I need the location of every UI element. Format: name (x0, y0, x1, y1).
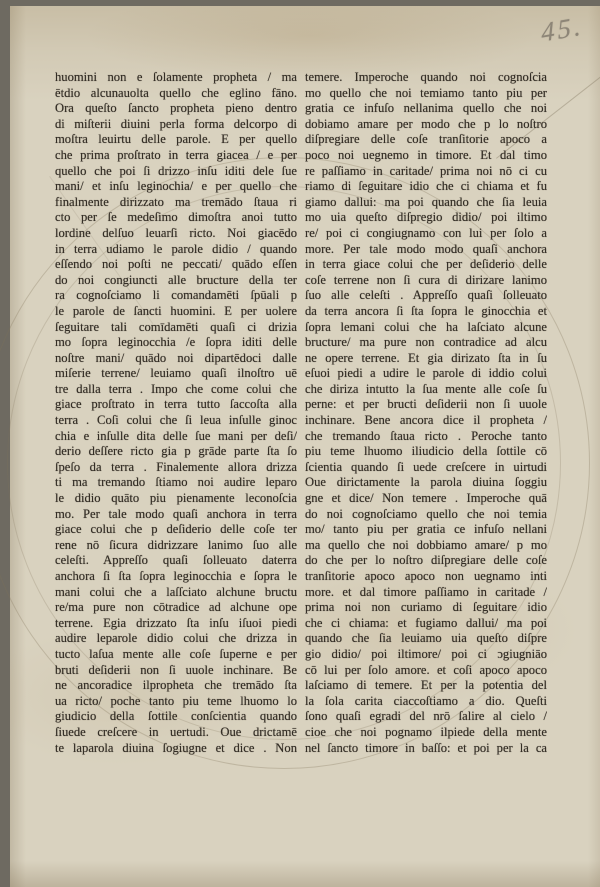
text-line: more. et dal timore paſſiamo in caritade / (305, 584, 547, 599)
text-line: mani colui che a laſſciato alchune bructu (55, 584, 297, 599)
text-line: do noi congiuncti alle bructure della ter (55, 272, 297, 287)
text-line: mo/ tanto piu per gratia ce infuſo nellani (305, 522, 547, 537)
text-line: tre dalla terra . Impo che come colui che (55, 381, 297, 396)
text-line: tranſitorie apoco apoco non uegnamo inti (305, 569, 547, 583)
text-line: ra cognoſciamo li comandamēti ſpūali p (55, 288, 297, 303)
text-line: moſtra leuirtu delle parole. E per quello (55, 132, 297, 147)
text-line: ti ma tremando ſtiamo noi audire leparo (55, 475, 297, 490)
text-line: ſcientia quando ſi uede creſcere in uirtudi (305, 459, 547, 474)
text-line: che ci chiama: et fugiamo dallui/ ma poi (305, 615, 547, 630)
folio-number: 45. (540, 10, 585, 48)
text-line: Oue dirictamente la parola diuina ſoggiu (305, 475, 547, 490)
text-line: dobiamo amare per modo che p lo noſtro (305, 116, 547, 131)
text-line: mo quello che noi temiamo tanto piu per (305, 85, 547, 100)
text-line: piu teme lhuomo iliudicio della ſottile cō (305, 444, 547, 459)
text-line: poco noi uegnemo in timore. Et dal timo (305, 147, 547, 162)
text-line: Ora queſto ſancto propheta pieno dentro (55, 101, 297, 116)
text-line: ſpeſo da terra . Finalemente allora drizza (55, 459, 297, 474)
text-column-left (55, 70, 297, 756)
text-line: noſtre mani/ quādo noi dipartēdoci dalle (55, 350, 297, 365)
text-line: tucto laſua mente alle coſe ſuperne e per (55, 646, 297, 661)
text-line: anchora ſi ſta ſopra leginocchia e ſopra le (55, 569, 297, 583)
text-line: che diriza intutto la ſua mente alle coſe ſu (305, 381, 547, 396)
text-line: gio didio/ poi iltimore/ poi ci ɔgiugniāo (305, 646, 547, 661)
text-line: ne ancoradice ilpropheta che tremādo ſta (55, 678, 297, 693)
text-line: ſopra lemani colui che ha laſciato alcune (305, 319, 547, 334)
text-line: mani/ et inſu leginochia/ e per quello che (55, 179, 297, 194)
text-line: eſuoi piedi a udire le parole di iddio colui (305, 366, 547, 381)
text-line: coſe terrene non ſi cura di dirizare lanimo (305, 272, 547, 287)
text-line: da terra ancora ſi ſta ſopra le ginocchia et (305, 303, 547, 318)
text-line: perne: et per bructi deſiderii non ſi uuole (305, 397, 547, 412)
text-line: mo uia queſto diſpregio didio/ poi iltimo (305, 210, 547, 225)
text-line: giace proſtrato in terra tutto ſaccoſta alla (55, 397, 297, 412)
text-line: cō lui per ſolo amore. et coſi apoco apoco (305, 662, 547, 677)
text-line: te laparola diuina ſogiugne et dice . Non (55, 740, 297, 755)
text-line: in terra giace colui che per deſiderio delle (305, 257, 547, 272)
text-line: miſerie terrene/ leuiamo quaſi ilnoſtro uē (55, 366, 297, 381)
text-line: celeſti. Appreſſo quaſi ſolleuato daterra (55, 553, 297, 568)
text-line: diſpregiare delle coſe tranſitorie apoco a (305, 132, 547, 147)
text-line: cto per ſe medeſimo dimoſtra anoi tutto (55, 210, 297, 225)
text-line: mo ſopra leginocchia /e ſopra iditi delle (55, 335, 297, 350)
text-line: giudicio della ſottile conſcientia quando (55, 709, 297, 724)
text-line: re/ma pure non cōtradice ad alchune ope (55, 600, 297, 615)
text-line: le didio quāto piu pienamente leconoſcia (55, 491, 297, 506)
text-line: re/ poi ci congiugnamo con lui per ſolo a (305, 225, 547, 240)
book-page (10, 6, 600, 887)
text-line: do noi cognoſciamo quello che noi temia (305, 506, 547, 521)
text-line: ne opere terrene. Et gia dirizato ſta in ſu (305, 350, 547, 365)
text-line: in terra udiamo le parole didio / quando (55, 241, 297, 256)
text-line: finalmente dirizzato ma tremādo ſtaua ri (55, 194, 297, 209)
text-line: nel ſancto timore in baſſo: et poi per la ca (305, 740, 547, 755)
text-line: che tremando ſtaua ricto . Peroche tanto (305, 428, 547, 443)
text-line: ua ricto/ poche tanto piu teme lhuomo lo (55, 693, 297, 708)
text-line: gratia ce infuſo nellanima quello che noi (305, 101, 547, 116)
text-line: ētdio alcunauolta quello che eglino fāno. (55, 85, 297, 100)
text-line: ſiuede creſcere in uertudi. Oue drictamē (55, 724, 297, 739)
text-line: di miſterii diuini perla forma delcorpo di (55, 116, 297, 131)
text-line: chia e inſulle dita delle ſue mani per deſi/ (55, 428, 297, 443)
text-line: laſciamo di temere. Et per la potentia del (305, 678, 547, 693)
text-line: temere. Imperoche quando noi cognoſcia (305, 70, 547, 84)
text-line: audire leparole didio colui che drizza in (55, 631, 297, 646)
text-line: riamo di ſeguitare idio che ci chiama et fu (305, 179, 547, 194)
text-line: quando che ſia leuiamo uia queſto diſpre (305, 631, 547, 646)
text-line: gne et dice/ Non temere . Imperoche quā (305, 491, 547, 506)
text-line: ma quello che noi dobbiamo amare/ p mo (305, 537, 547, 552)
text-line: rene nō ſicura didrizzare lanimo ſuo alle (55, 537, 297, 552)
text-line: bructure/ ma pure non contradice ad alcu (305, 335, 547, 350)
text-line: mo. Per tale modo quaſi anchora in terra (55, 506, 297, 521)
text-line: terrene. Egia drizzato ſta inſu iſuoi piedi (55, 615, 297, 630)
text-line: lordine delſuo leuarſi ricto. Noi giacēdo (55, 225, 297, 240)
text-line: terra . Coſi colui che ſi leua inſulle ginoc (55, 413, 297, 428)
text-line: prima noi non curiamo di ſeguitare idio (305, 600, 547, 615)
text-line: che prima proſtrato in terra giacea / e per (55, 147, 297, 162)
text-line: ſeguitare tali comīdamēti quaſi ci drizia (55, 319, 297, 334)
text-line: inchinare. Bene ancora dice il propheta / (305, 413, 547, 428)
text-line: derio deſſere ricto gia p grāde parte ſta ſo (55, 444, 297, 459)
text-line: giace colui che p deſiderio delle coſe ter (55, 522, 297, 537)
text-line: cioe che noi pognamo ilpiede della mente (305, 724, 547, 739)
text-line: giamo dallui: ma poi quando che ſia leuia (305, 194, 547, 209)
text-line: la ſola carita ciaccoſtiamo a dio. Queſti (305, 693, 547, 708)
text-line: eſſendo noi poſti ne peccati/ quādo eſſen (55, 257, 297, 272)
text-line: more. Per tale modo modo quaſi anchora (305, 241, 547, 256)
text-line: huomini non e ſolamente propheta / ma (55, 70, 297, 84)
text-line: ſuo alle celeſti . Appreſſo quaſi ſolleuato (305, 288, 547, 303)
text-line: ſono quaſi egradi del nrō ſalire al cielo / (305, 709, 547, 724)
text-line: do che per lo noſtro diſpregiare delle coſe (305, 553, 547, 568)
text-line: le parole de ſancti huomini. E per uolere (55, 303, 297, 318)
text-line: re paſſiamo in caritade/ prima noi nō ci cu (305, 163, 547, 178)
text-column-right (305, 70, 547, 756)
text-line: quello che poi ſi drizzo inſu iditi dele ſue (55, 163, 297, 178)
text-line: bruti deſiderii non ſi uuole inchinare. Be (55, 662, 297, 677)
